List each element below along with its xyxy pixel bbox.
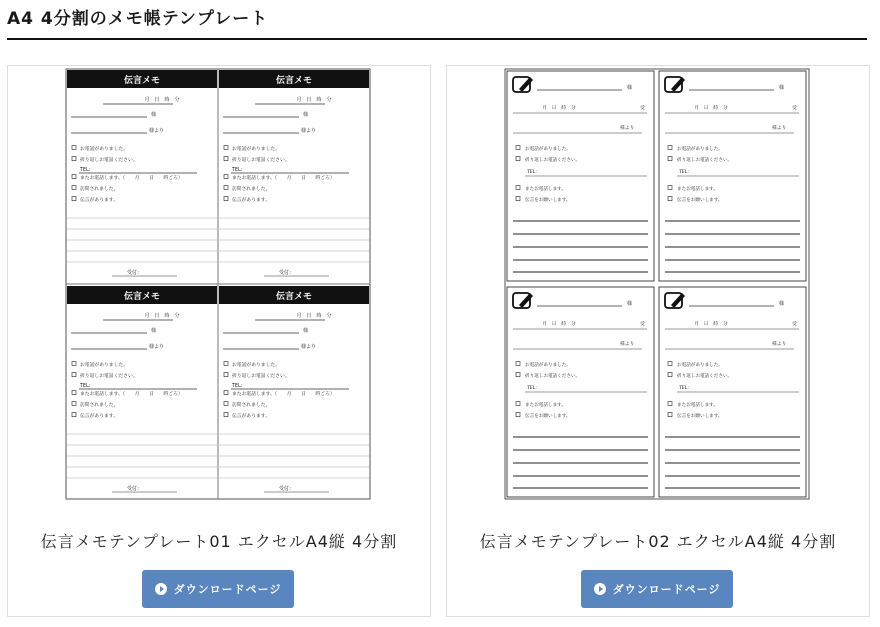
memo-uke: 受 [640,106,645,111]
memo-block [507,71,654,281]
template-title-01: 伝言メモテンプレート01 エクセルA4縦 4分割 [40,532,398,551]
memo-check-label: またお電話します。 [525,403,566,408]
memo-check-label: またお電話します。（ 月 日 時ごろ） [80,392,183,397]
memo-sama: 様 [151,328,157,334]
memo-sama-yori: 様より [772,342,787,347]
memo-check-label: 折り返しお電話ください。 [525,158,581,163]
memo-check-label: 伝言があります。 [80,198,118,203]
download-page-button-02[interactable] [581,570,733,608]
memo-check-label: 折り返しお電話ください。 [80,374,138,379]
memo-sama-yori: 様より [620,126,635,131]
memo-sheet-02 [504,68,810,500]
download-page-button-01[interactable] [142,570,294,608]
arrow-right-circle-icon [594,583,606,595]
memo-check-label: 伝言があります。 [232,198,270,203]
memo-header: 伝言メモ [275,292,313,302]
download-page-label: ダウンロードページ [173,583,282,596]
memo-sama-yori: 様より [149,128,165,134]
memo-check-label: お電話がありました。 [232,147,280,152]
memo-check-label: お電話がありました。 [80,363,128,368]
memo-datetime: 月 日 時 分 [542,322,576,327]
memo-check-label: 伝言があります。 [80,414,118,419]
memo-check-label: お電話がありました。 [232,363,280,368]
memo-check-label: またお電話します。 [677,403,718,408]
download-page-label: ダウンロードページ [612,583,721,596]
memo-check-label: またお電話します。 [525,187,566,192]
template-card-01 [7,65,431,617]
memo-sama-yori: 様より [620,342,635,347]
memo-check-label: 訪問されました。 [232,187,271,192]
memo-check-label: またお電話します。（ 月 日 時ごろ） [80,176,183,181]
memo-check-label: 折り返しお電話ください。 [80,158,138,163]
memo-tel: TEL： [527,386,540,391]
memo-check-label: 伝言をお願いします。 [525,198,571,203]
memo-tel: TEL： [679,170,692,175]
memo-check-label: お電話がありました。 [525,363,571,368]
memo-check-label: またお電話します。（ 月 日 時ごろ） [232,392,335,397]
memo-header: 伝言メモ [123,76,161,86]
memo-uke: 受 [640,322,645,327]
memo-block [507,287,654,497]
memo-sheet-01 [65,68,371,500]
memo-check-label: 折り返しお電話ください。 [232,374,290,379]
memo-check-label: 折り返しお電話ください。 [525,374,581,379]
memo-sama: 様 [627,85,633,91]
memo-check-label: 訪問されました。 [232,403,271,408]
memo-datetime: 月 日 時 分 [296,313,332,319]
memo-uke: 受 [792,106,797,111]
memo-check-label: またお電話します。（ 月 日 時ごろ） [232,176,335,181]
memo-check-label: 訪問されました。 [80,403,119,408]
memo-datetime: 月 日 時 分 [296,97,332,103]
memo-check-label: 折り返しお電話ください。 [677,374,733,379]
memo-header: 伝言メモ [123,292,161,302]
template-thumbnail-01[interactable] [65,68,371,500]
memo-sama: 様 [151,112,157,118]
memo-check-label: お電話がありました。 [80,147,128,152]
memo-check-label: 伝言があります。 [232,414,270,419]
memo-uketsuke: 受付： [127,270,143,276]
memo-uketsuke: 受付： [279,270,295,276]
memo-check-label: 伝言をお願いします。 [677,414,723,419]
memo-check-label: 伝言をお願いします。 [677,198,723,203]
memo-block [659,287,806,497]
template-card-02 [446,65,870,617]
memo-datetime: 月 日 時 分 [144,97,180,103]
memo-check-label: お電話がありました。 [677,363,723,368]
memo-check-label: 折り返しお電話ください。 [677,158,733,163]
memo-check-label: 折り返しお電話ください。 [232,158,290,163]
arrow-right-circle-icon [155,583,167,595]
title-divider [7,38,867,40]
memo-check-label: お電話がありました。 [525,147,571,152]
memo-datetime: 月 日 時 分 [144,313,180,319]
template-thumbnail-02[interactable] [504,68,810,500]
memo-uketsuke: 受付： [279,486,295,492]
memo-sama-yori: 様より [301,128,317,134]
memo-block [659,71,806,281]
memo-sama-yori: 様より [149,344,165,350]
memo-sama: 様 [303,328,309,334]
memo-check-label: またお電話します。 [677,187,718,192]
memo-sama-yori: 様より [772,126,787,131]
memo-header: 伝言メモ [275,76,313,86]
memo-uketsuke: 受付： [127,486,143,492]
memo-sama-yori: 様より [301,344,317,350]
memo-tel: TEL： [80,384,94,389]
memo-check-label: 訪問されました。 [80,187,119,192]
memo-check-label: お電話がありました。 [677,147,723,152]
memo-uke: 受 [792,322,797,327]
template-title-02: 伝言メモテンプレート02 エクセルA4縦 4分割 [479,532,837,551]
memo-tel: TEL： [232,168,246,173]
memo-tel: TEL： [527,170,540,175]
memo-tel: TEL： [679,386,692,391]
memo-tel: TEL： [232,384,246,389]
memo-sama: 様 [779,85,785,91]
memo-datetime: 月 日 時 分 [542,106,576,111]
memo-tel: TEL： [80,168,94,173]
memo-sama: 様 [627,301,633,307]
section-title: A4 4分割のメモ帳テンプレート [7,9,269,29]
memo-check-label: 伝言をお願いします。 [525,414,571,419]
memo-datetime: 月 日 時 分 [694,106,728,111]
memo-sama: 様 [303,112,309,118]
memo-sama: 様 [779,301,785,307]
memo-datetime: 月 日 時 分 [694,322,728,327]
